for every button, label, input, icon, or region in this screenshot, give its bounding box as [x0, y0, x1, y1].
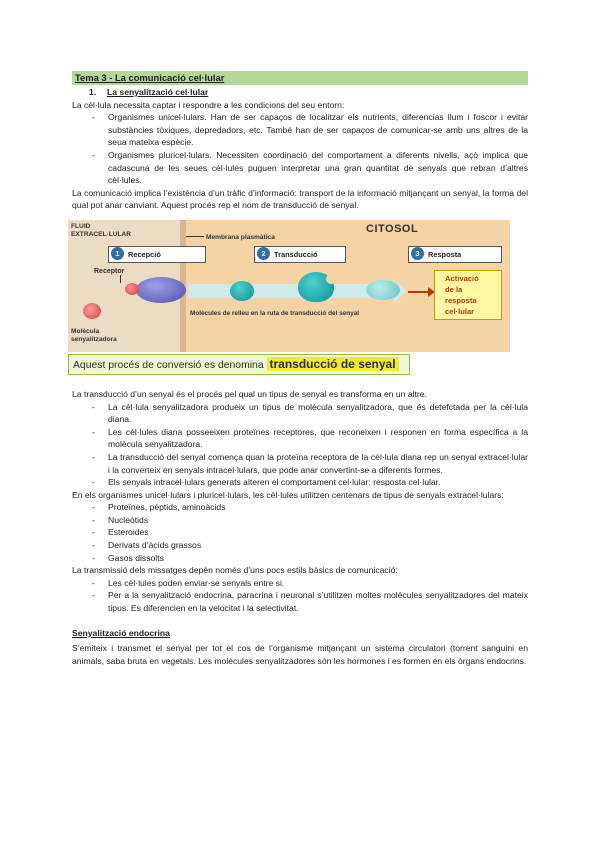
relay-label: Molècules de relleu en la ruta de transducció del senyal: [190, 309, 360, 317]
section-intro: La cèl·lula necessita captar i respondre a les condicions del seu entorn:: [72, 99, 345, 110]
section-title: La senyalització cel·lular: [107, 87, 209, 97]
step-number: 1: [111, 247, 124, 260]
step-transduction: [254, 246, 346, 263]
membrane-label: Membrana plasmàtica: [206, 233, 275, 241]
list-item: - La cèl·lula senyalitzadora produeix un tipus de molècula senyalitzadora, que és detefctada per la cèl·lula diana.: [72, 401, 528, 426]
list-item: - La transducció del senyal comença quan la proteïna receptora de la cèl·lula diana rep un senyal extracel·lular i la converteix en senyals intracel·lulars, que pode anar convertint-se a diferents formes.: [72, 451, 528, 476]
list-item: - Organismes unicel·lulars. Han de ser capaços de localitzar els nutrients, diferencias llum i foscor i evitar substàncies tòxiques, depredadors, etc. També han de ser capaços de comunicar-se amb uns altres de la seua mateixa espècie.: [72, 111, 528, 149]
fluid-label: FLUID EXTRACEL·LULAR: [71, 222, 132, 238]
document-page: [72, 71, 528, 667]
step-number: 3: [411, 247, 424, 260]
list-item: - Esteroides: [72, 526, 528, 539]
step-label: Transducció: [274, 249, 318, 259]
organism-list: [72, 111, 528, 187]
banner-highlight: transducció de senyal: [267, 357, 399, 371]
step-number: 2: [257, 247, 270, 260]
transduction-intro: La transducció d’un senyal és el procés pel qual un tipus de senyal es transforma en un altre.: [72, 388, 427, 399]
list-item: - Les cèl·lules poden enviar-se senyals entre si.: [72, 577, 528, 590]
endocrine-heading: Senyalització endocrina: [72, 627, 170, 638]
transduction-figure: [68, 220, 510, 376]
citosol-label: CITOSOL: [366, 222, 419, 235]
step-reception: [108, 246, 206, 263]
list-item: - Per a la senyalització endocrina, paracrina i neuronal s’utilitzen moltes molècules senyalitzadores del mateix tipus. Es diferencien en la velocitat i la selectivitat.: [72, 589, 528, 614]
activation-box: Activació de la resposta cel·lular: [434, 270, 502, 320]
step-label: Resposta: [428, 249, 462, 259]
step-response: [408, 246, 502, 263]
receptor-pointer: [120, 275, 121, 283]
list-item: - Derivats d’àcids grassos: [72, 539, 528, 552]
styles-intro: La transmissió dels missatges depèn només d’uns pocs estils bàsics de comunicació:: [72, 565, 398, 576]
styles-list: [72, 577, 528, 615]
relay-molecule-3: [366, 280, 400, 300]
section-heading: [89, 86, 528, 99]
receptor-label: Receptor: [94, 267, 125, 275]
membrane-pointer: [186, 236, 204, 237]
traffic-paragraph: La comunicació implica l’existència d’un tràfic d’informació: transport de la informació mitjançant un senyal, la forma del qual pot anar canviant. Aquest procés rep el nom de transducció de senyal.: [72, 187, 528, 211]
transduction-list: [72, 401, 528, 489]
banner-text: Aquest procés de conversió es denomina: [73, 359, 264, 371]
relay-molecule-1: [230, 281, 254, 301]
transduction-arrow: [188, 284, 393, 298]
relay-molecule-2-notch: [326, 274, 336, 284]
list-item: - Proteïnes, pèptids, aminoàcids: [72, 501, 528, 514]
list-item: - Els senyals intracel·lulars generats alteren el comportament cel·lular: resposta cel·lular.: [72, 476, 528, 489]
conversion-banner: [68, 354, 410, 375]
endocrine-paragraph: S’emiteix i transmet el senyal per tot el cos de l’organisme mitjançant un sistema circulatori (torrent sanguini en animals, saba bruta en vegetals. Les molècules senyalitzadores són les hormones i es formen en els òrgans endocrins.: [72, 643, 528, 666]
signal-types-list: [72, 501, 528, 564]
list-item: - Organismes pluricel·lulars. Necessiten coordinació del comportament a diferents nivells, açò implica que cadascuna de les seues cèl·lules puguen interpretar una gran quantitat de senyals que rebran d’altres cèl·lules.: [72, 149, 528, 187]
list-item: - Nucleòtids: [72, 514, 528, 527]
page-title: Tema 3 - La comunicació cel·lular: [72, 71, 528, 85]
receptor-protein: [136, 277, 186, 303]
signal-molecule: [83, 303, 101, 319]
signal-types-intro: En els organismes unicel·lulars i pluricel·lulars, les cèl·lules utilitzen centenars de tipus de senyals extracel·lulars:: [72, 489, 504, 500]
list-item: - Gasos dissolts: [72, 552, 528, 565]
list-item: - Les cèl·lules diana posseeixen proteïnes receptores, que reconeixen i responen en forma específica a la molècula senyalitzadora.: [72, 426, 528, 451]
step-label: Recepció: [128, 249, 161, 259]
section-number: 1.: [89, 87, 97, 97]
bound-signal-molecule: [125, 283, 139, 295]
molecule-label: Molècula senyalitzadora: [71, 327, 117, 343]
